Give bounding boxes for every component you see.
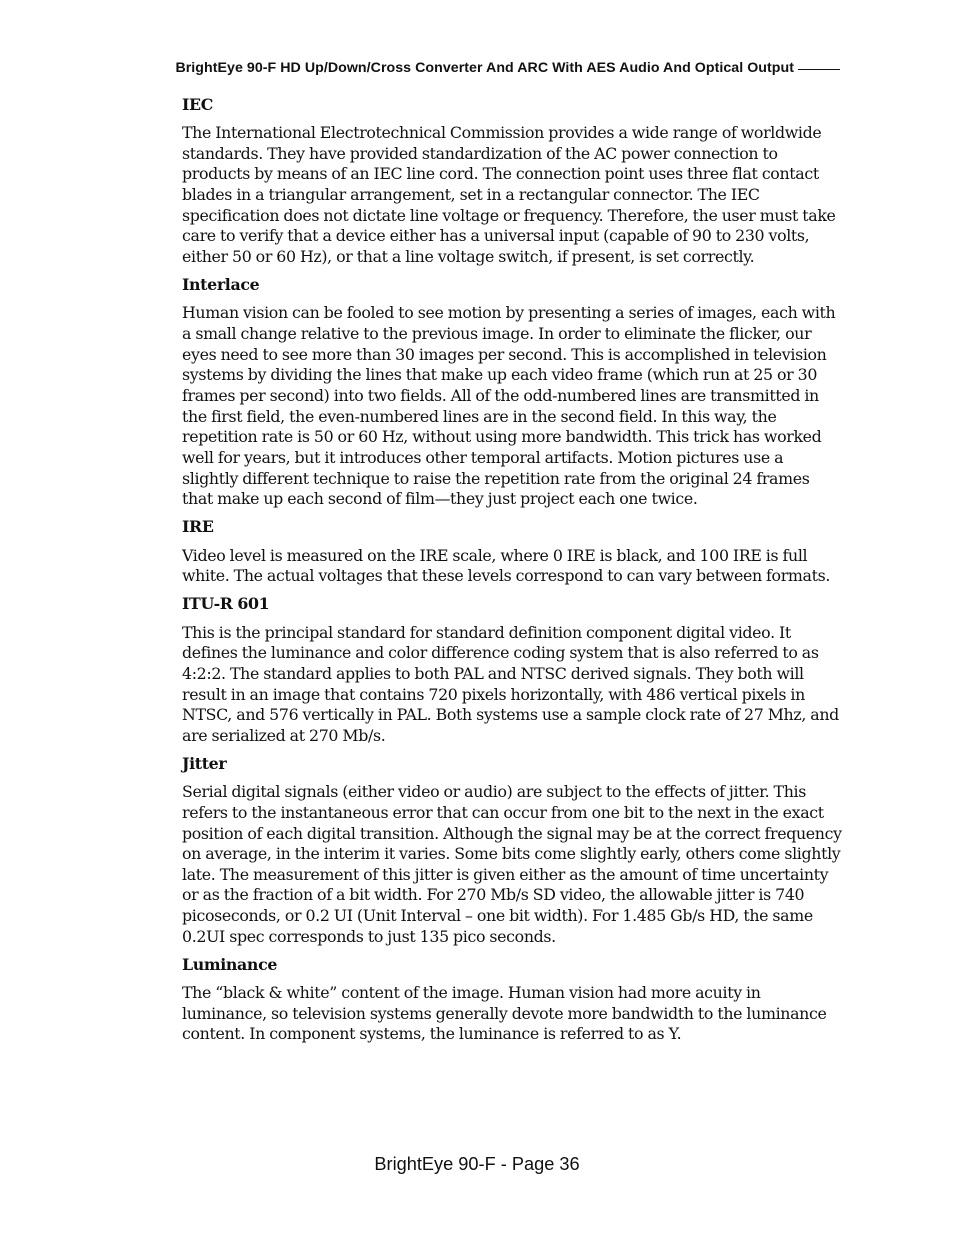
glossary-term-iec: IEC (182, 95, 213, 114)
glossary-term-jitter: Jitter (182, 754, 227, 774)
glossary-definition-interlace: Human vision can be fooled to see motion by presenting a series of images, each with a small change relative to the previous image. In order to eliminate the flicker, our eyes need to see more than 30 images per second. This is accomplished in television systems by dividing the lines that make up each video frame (which run at 25 or 30 frames per second) into two fields. All of the odd-numbered lines are transmitted in the first field, the even-numbered lines are in the second field. In this way, the repetition rate is 50 or 60 Hz, without using more bandwidth. This trick has worked well for years, but it introduces other temporal artifacts. Motion pictures use a slightly different technique to raise the repetition rate from the original 24 frames that make up each second of film—they just project each one twice. (182, 303, 836, 509)
header-rule (798, 69, 840, 70)
glossary-term-ire: IRE (182, 517, 214, 537)
glossary-term-itu-r-601: ITU-R 601 (182, 594, 270, 614)
glossary-definition-luminance: The “black & white” content of the image. Human vision had more acuity in luminance, so television systems generally devote more bandwidth to the luminance content. In component systems, the luminance is referred to as Y. (182, 983, 827, 1044)
glossary-term-luminance: Luminance (182, 954, 278, 974)
glossary-definition-iec: The International Electrotechnical Commission provides a wide range of worldwide standards. They have provided standardization of the AC power connection to products by means of an IEC line cord. The connection point uses three flat contact blades in a triangular arrangement, set in a rectangular connector. The IEC specification does not dictate line voltage or frequency. Therefore, the user must take care to verify that a device either has a universal input (capable of 90 to 230 volts, either 50 or 60 Hz), or that a line voltage switch, if present, is set correctly. (182, 123, 836, 267)
glossary-definition-jitter: Serial digital signals (either video or audio) are subject to the effects of jitter. This refers to the instantaneous error that can occur from one bit to the next in the exact position of each digital transition. Although the signal may be at the correct frequency on average, in the interim it varies. Some bits come slightly early, others come slightly late. The measurement of this jitter is given either as the amount of time uncertainty or as the fraction of a bit width. For 270 Mb/s SD video, the allowable jitter is 740 picoseconds, or 0.2 UI (Unit Interval – one bit width). For 1.485 Gb/s HD, the same 0.2UI spec corresponds to just 135 pico seconds. (182, 782, 842, 946)
glossary-definition-ire: Video level is measured on the IRE scale, where 0 IRE is black, and 100 IRE is full white. The actual voltages that these levels correspond to can vary between formats. (182, 545, 831, 586)
glossary-definition-itu-r-601: This is the principal standard for standard definition component digital video. It defines the luminance and color difference coding system that is also referred to as 4:2:2. The standard applies to both PAL and NTSC derived signals. They both will result in an image that contains 720 pixels horizontally, with 486 vertical pixels in NTSC, and 576 vertically in PAL. Both systems use a sample clock rate of 27 Mhz, and are serialized at 270 Mb/s. (182, 622, 839, 745)
document-title: BrightEye 90-F HD Up/Down/Cross Converter And ARC With AES Audio And Optical Output (175, 60, 794, 76)
glossary-term-interlace: Interlace (182, 275, 260, 295)
running-header (0, 60, 840, 76)
glossary-body (182, 95, 842, 1053)
page-footer: BrightEye 90-F - Page 36 (374, 1154, 580, 1174)
